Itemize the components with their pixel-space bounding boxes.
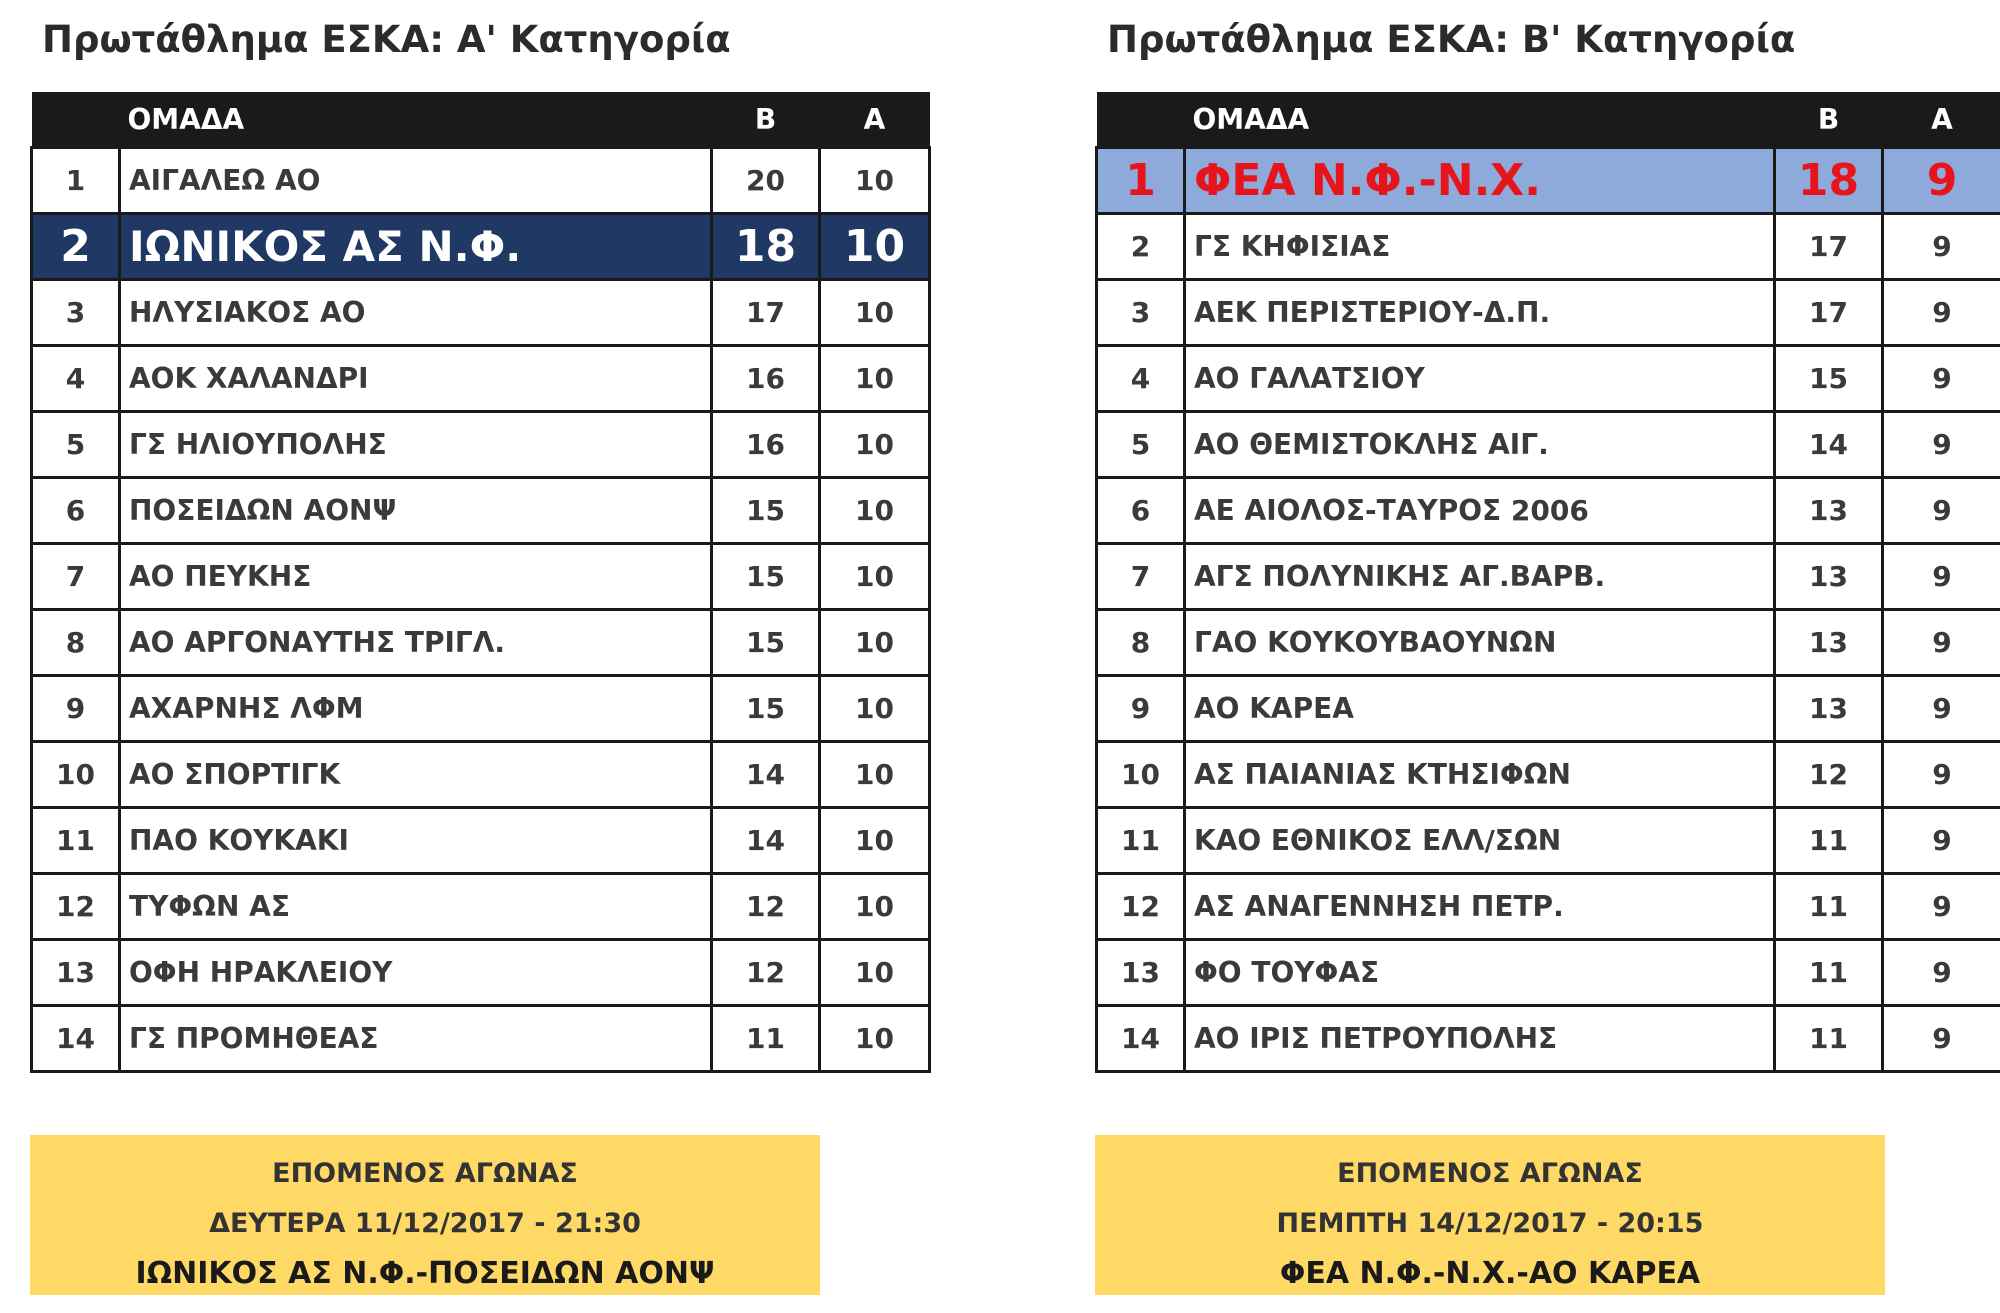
header-pos <box>1097 92 1185 148</box>
row-team: ΑΟ ΣΠΟΡΤΙΓΚ <box>120 742 712 808</box>
row-team: ΑΟ ΘΕΜΙΣΤΟΚΛΗΣ ΑΙΓ. <box>1185 412 1775 478</box>
table-row <box>1097 610 2000 676</box>
row-wins: 12 <box>712 874 820 940</box>
row-pos: 5 <box>32 412 120 478</box>
row-pos: 8 <box>32 610 120 676</box>
row-pos: 5 <box>1097 412 1185 478</box>
table-header-row <box>32 92 930 148</box>
row-wins: 14 <box>1775 412 1883 478</box>
row-losses: 10 <box>820 742 930 808</box>
table-row <box>32 280 930 346</box>
row-losses: 9 <box>1883 544 2000 610</box>
row-team: ΑΟ ΑΡΓΟΝΑΥΤΗΣ ΤΡΙΓΛ. <box>120 610 712 676</box>
row-pos: 1 <box>32 148 120 214</box>
row-losses: 9 <box>1883 280 2000 346</box>
header-wins: Β <box>1775 92 1883 148</box>
row-losses: 9 <box>1883 874 2000 940</box>
row-team: ΓΣ ΠΡΟΜΗΘΕΑΣ <box>120 1006 712 1072</box>
row-pos: 2 <box>1097 214 1185 280</box>
header-losses: Α <box>1883 92 2000 148</box>
row-wins: 12 <box>712 940 820 1006</box>
row-losses: 10 <box>820 610 930 676</box>
row-losses: 10 <box>820 148 930 214</box>
row-wins: 18 <box>712 214 820 280</box>
row-pos: 6 <box>1097 478 1185 544</box>
row-wins: 15 <box>712 544 820 610</box>
next-match-datetime: ΠΕΜΠΤΗ 14/12/2017 - 20:15 <box>1276 1208 1704 1239</box>
row-losses: 9 <box>1883 1006 2000 1072</box>
row-wins: 13 <box>1775 610 1883 676</box>
next-match-datetime: ΔΕΥΤΕΡΑ 11/12/2017 - 21:30 <box>209 1208 641 1239</box>
row-pos: 12 <box>1097 874 1185 940</box>
table-row <box>1097 676 2000 742</box>
next-match-teams: ΦΕΑ Ν.Φ.-Ν.Χ.-ΑΟ ΚΑΡΕΑ <box>1279 1256 1701 1291</box>
table-row <box>32 148 930 214</box>
next-match-heading: ΕΠΟΜΕΝΟΣ ΑΓΩΝΑΣ <box>1337 1158 1643 1189</box>
header-wins: Β <box>712 92 820 148</box>
table-header-row <box>1097 92 2000 148</box>
row-wins: 11 <box>1775 874 1883 940</box>
row-pos: 4 <box>32 346 120 412</box>
row-team: ΑΟ ΠΕΥΚΗΣ <box>120 544 712 610</box>
row-losses: 10 <box>820 544 930 610</box>
row-wins: 11 <box>1775 940 1883 1006</box>
row-pos: 11 <box>32 808 120 874</box>
row-wins: 13 <box>1775 676 1883 742</box>
row-pos: 10 <box>1097 742 1185 808</box>
row-team: ΤΥΦΩΝ ΑΣ <box>120 874 712 940</box>
row-losses: 9 <box>1883 478 2000 544</box>
row-pos: 9 <box>1097 676 1185 742</box>
row-pos: 3 <box>1097 280 1185 346</box>
row-team: ΑΟ ΚΑΡΕΑ <box>1185 676 1775 742</box>
row-wins: 15 <box>712 610 820 676</box>
row-team: ΗΛΥΣΙΑΚΟΣ ΑΟ <box>120 280 712 346</box>
row-pos: 8 <box>1097 610 1185 676</box>
header-team: ΟΜΑΔΑ <box>1185 92 1775 148</box>
row-losses: 10 <box>820 346 930 412</box>
league-b-title: Πρωτάθλημα ΕΣΚΑ: Β' Κατηγορία <box>1107 18 1796 61</box>
row-wins: 14 <box>712 808 820 874</box>
table-row <box>32 874 930 940</box>
table-row <box>1097 742 2000 808</box>
row-team: ΑΕ ΑΙΟΛΟΣ-ΤΑΥΡΟΣ 2006 <box>1185 478 1775 544</box>
row-pos: 12 <box>32 874 120 940</box>
table-row <box>1097 874 2000 940</box>
table-row <box>1097 478 2000 544</box>
row-losses: 9 <box>1883 610 2000 676</box>
row-wins: 15 <box>1775 346 1883 412</box>
table-row <box>32 742 930 808</box>
table-row <box>1097 280 2000 346</box>
table-row-highlighted <box>32 214 930 280</box>
row-losses: 9 <box>1883 214 2000 280</box>
row-team: ΚΑΟ ΕΘΝΙΚΟΣ ΕΛΛ/ΣΩΝ <box>1185 808 1775 874</box>
row-pos: 11 <box>1097 808 1185 874</box>
row-wins: 16 <box>712 346 820 412</box>
row-pos: 3 <box>32 280 120 346</box>
row-team: ΑΟ ΙΡΙΣ ΠΕΤΡΟΥΠΟΛΗΣ <box>1185 1006 1775 1072</box>
row-team: ΓΣ ΚΗΦΙΣΙΑΣ <box>1185 214 1775 280</box>
row-losses: 9 <box>1883 346 2000 412</box>
row-team: ΟΦΗ ΗΡΑΚΛΕΙΟΥ <box>120 940 712 1006</box>
table-row <box>32 412 930 478</box>
row-losses: 9 <box>1883 412 2000 478</box>
row-losses: 10 <box>820 874 930 940</box>
row-losses: 9 <box>1883 808 2000 874</box>
row-wins: 11 <box>1775 1006 1883 1072</box>
row-team: ΑΙΓΑΛΕΩ ΑΟ <box>120 148 712 214</box>
header-team: ΟΜΑΔΑ <box>120 92 712 148</box>
row-team: ΦΕΑ Ν.Φ.-Ν.Χ. <box>1185 148 1775 214</box>
table-row <box>1097 346 2000 412</box>
row-team: ΑΧΑΡΝΗΣ ΛΦΜ <box>120 676 712 742</box>
row-losses: 10 <box>820 280 930 346</box>
table-row <box>1097 940 2000 1006</box>
row-pos: 10 <box>32 742 120 808</box>
row-team: ΦΟ ΤΟΥΦΑΣ <box>1185 940 1775 1006</box>
row-wins: 11 <box>712 1006 820 1072</box>
next-match-teams: ΙΩΝΙΚΟΣ ΑΣ Ν.Φ.-ΠΟΣΕΙΔΩΝ ΑΟΝΨ <box>135 1256 715 1291</box>
row-wins: 12 <box>1775 742 1883 808</box>
table-row <box>32 940 930 1006</box>
league-a-next-match-box <box>30 1135 820 1295</box>
row-losses: 10 <box>820 808 930 874</box>
table-row <box>32 808 930 874</box>
row-team: ΑΣ ΑΝΑΓΕΝΝΗΣΗ ΠΕΤΡ. <box>1185 874 1775 940</box>
row-losses: 9 <box>1883 148 2000 214</box>
row-team: ΑΓΣ ΠΟΛΥΝΙΚΗΣ ΑΓ.ΒΑΡΒ. <box>1185 544 1775 610</box>
row-pos: 14 <box>32 1006 120 1072</box>
league-b-next-match-box <box>1095 1135 1885 1295</box>
row-pos: 6 <box>32 478 120 544</box>
league-b-standings-table <box>1095 92 2000 1073</box>
league-a-title: Πρωτάθλημα ΕΣΚΑ: Α' Κατηγορία <box>42 18 731 61</box>
row-team: ΑΕΚ ΠΕΡΙΣΤΕΡΙΟΥ-Δ.Π. <box>1185 280 1775 346</box>
row-losses: 10 <box>820 676 930 742</box>
row-team: ΑΟ ΓΑΛΑΤΣΙΟΥ <box>1185 346 1775 412</box>
row-wins: 13 <box>1775 544 1883 610</box>
table-row <box>1097 808 2000 874</box>
row-wins: 16 <box>712 412 820 478</box>
row-pos: 14 <box>1097 1006 1185 1072</box>
row-pos: 7 <box>32 544 120 610</box>
league-a-standings-table <box>30 92 931 1073</box>
row-losses: 9 <box>1883 940 2000 1006</box>
row-pos: 7 <box>1097 544 1185 610</box>
row-pos: 2 <box>32 214 120 280</box>
row-wins: 11 <box>1775 808 1883 874</box>
row-wins: 14 <box>712 742 820 808</box>
row-pos: 9 <box>32 676 120 742</box>
row-team: ΑΟΚ ΧΑΛΑΝΔΡΙ <box>120 346 712 412</box>
row-team: ΓΑΟ ΚΟΥΚΟΥΒΑΟΥΝΩΝ <box>1185 610 1775 676</box>
row-losses: 10 <box>820 412 930 478</box>
row-team: ΑΣ ΠΑΙΑΝΙΑΣ ΚΤΗΣΙΦΩΝ <box>1185 742 1775 808</box>
row-team: ΓΣ ΗΛΙΟΥΠΟΛΗΣ <box>120 412 712 478</box>
header-pos <box>32 92 120 148</box>
next-match-heading: ΕΠΟΜΕΝΟΣ ΑΓΩΝΑΣ <box>272 1158 578 1189</box>
row-wins: 17 <box>712 280 820 346</box>
table-row <box>32 544 930 610</box>
row-team: ΠΑΟ ΚΟΥΚΑΚΙ <box>120 808 712 874</box>
row-pos: 4 <box>1097 346 1185 412</box>
row-pos: 1 <box>1097 148 1185 214</box>
row-wins: 17 <box>1775 214 1883 280</box>
table-row <box>32 478 930 544</box>
row-pos: 13 <box>1097 940 1185 1006</box>
table-row <box>32 1006 930 1072</box>
row-losses: 10 <box>820 940 930 1006</box>
row-wins: 13 <box>1775 478 1883 544</box>
table-row <box>1097 214 2000 280</box>
row-team: ΙΩΝΙΚΟΣ ΑΣ Ν.Φ. <box>120 214 712 280</box>
row-losses: 10 <box>820 1006 930 1072</box>
row-wins: 20 <box>712 148 820 214</box>
row-losses: 9 <box>1883 742 2000 808</box>
row-losses: 10 <box>820 478 930 544</box>
table-row <box>1097 412 2000 478</box>
row-pos: 13 <box>32 940 120 1006</box>
row-losses: 9 <box>1883 676 2000 742</box>
table-row <box>1097 544 2000 610</box>
table-row <box>32 610 930 676</box>
row-team: ΠΟΣΕΙΔΩΝ ΑΟΝΨ <box>120 478 712 544</box>
row-losses: 10 <box>820 214 930 280</box>
table-row <box>32 346 930 412</box>
row-wins: 17 <box>1775 280 1883 346</box>
row-wins: 18 <box>1775 148 1883 214</box>
row-wins: 15 <box>712 478 820 544</box>
row-wins: 15 <box>712 676 820 742</box>
table-row <box>1097 1006 2000 1072</box>
table-row-highlighted <box>1097 148 2000 214</box>
header-losses: Α <box>820 92 930 148</box>
table-row <box>32 676 930 742</box>
